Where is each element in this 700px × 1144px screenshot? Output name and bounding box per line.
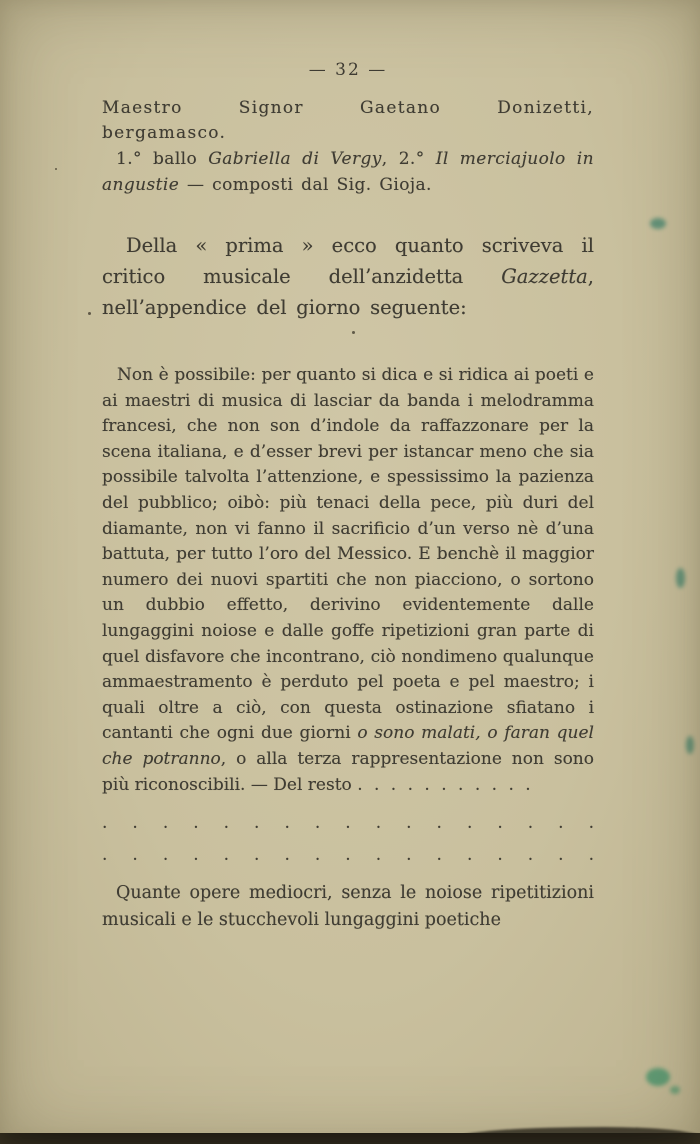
page-bottom-shadow <box>460 1127 700 1137</box>
ink-stain-4 <box>646 1068 670 1086</box>
text-block <box>102 60 594 934</box>
ink-stain-3 <box>686 736 694 754</box>
intro-text-2: , nell’appendice del giorno seguente: <box>102 265 594 319</box>
ink-stain-2 <box>676 568 685 588</box>
works-text-2: , 2.° <box>381 149 436 169</box>
review-quote-paragraph <box>102 363 594 798</box>
intro-paragraph <box>102 230 594 323</box>
page-bottom-edge <box>0 1133 700 1144</box>
work-title-2: Il merciajuolo in angustie <box>102 149 594 195</box>
ink-stain-5 <box>670 1086 680 1094</box>
quote-text-2: , o alla terza rappresentazione non sono più riconoscibili. — Del resto <box>102 748 594 795</box>
ink-stain-1 <box>650 218 666 229</box>
inline-ellipsis: . . . . . . . . . . . <box>357 774 531 795</box>
works-text-3: — composti dal Sig. Gioja. <box>179 175 432 195</box>
intro-text-1: Della « prima » ecco quanto scriveva il critico musicale dell’anzidetta <box>102 234 594 288</box>
paper-speck-2 <box>88 312 91 315</box>
closing-text: Quante opere mediocri, senza le noiose ripetitizioni musicali e le stucchevoli lungaggini poetiche <box>102 883 594 931</box>
ellipsis-line-1: . . . . . . . . . . . . . . . . . <box>102 813 594 834</box>
page-number: — 32 — <box>308 60 388 80</box>
works-list-paragraph <box>102 146 594 198</box>
ellipsis-line-2: . . . . . . . . . . . . . . . . . <box>102 845 594 866</box>
paper-speck-1 <box>55 168 57 170</box>
work-title-1: Gabriella di Vergy <box>208 149 382 169</box>
quote-text-1: Non è possibile: per quanto si dica e si ridica ai poeti e ai maestri di musica di lasciar da banda i melodramma francesi, che non son d’indole da raffazzonare per la scena italiana, e d’esser brevi per istancar meno che sia possibile talvolta l’attenzione, e spessissimo la pazienza del pubblico; oibò: più tenaci della pece, più duri del diamante, non vi fanno il sacrificio d’un verso nè d’una battuta, per tutto l’oro del Messico. E benchè il maggior numero dei nuovi spartiti che non piacciono, o sortono un dubbio effetto, derivino evidentemente dalle lungaggini noiose e dalle goffe ripetizioni gran parte di quel disfavore che incontrano, ciò nondimeno qualunque ammaestramento è perduto pel poeta e pel maestro; i quali oltre a ciò, con questa ostinazione sfiatano i cantanti che ogni due giorni <box>102 365 594 744</box>
works-text-1: 1.° ballo <box>116 149 209 169</box>
closing-paragraph <box>102 880 594 934</box>
byline-text: Maestro Signor Gaetano Donizetti, bergamasco. <box>102 98 594 143</box>
byline-paragraph <box>102 96 594 146</box>
gazette-title: Gazzetta <box>501 265 588 288</box>
quote-italic-phrase: o sono malati, o faran quel che potranno <box>102 723 594 769</box>
